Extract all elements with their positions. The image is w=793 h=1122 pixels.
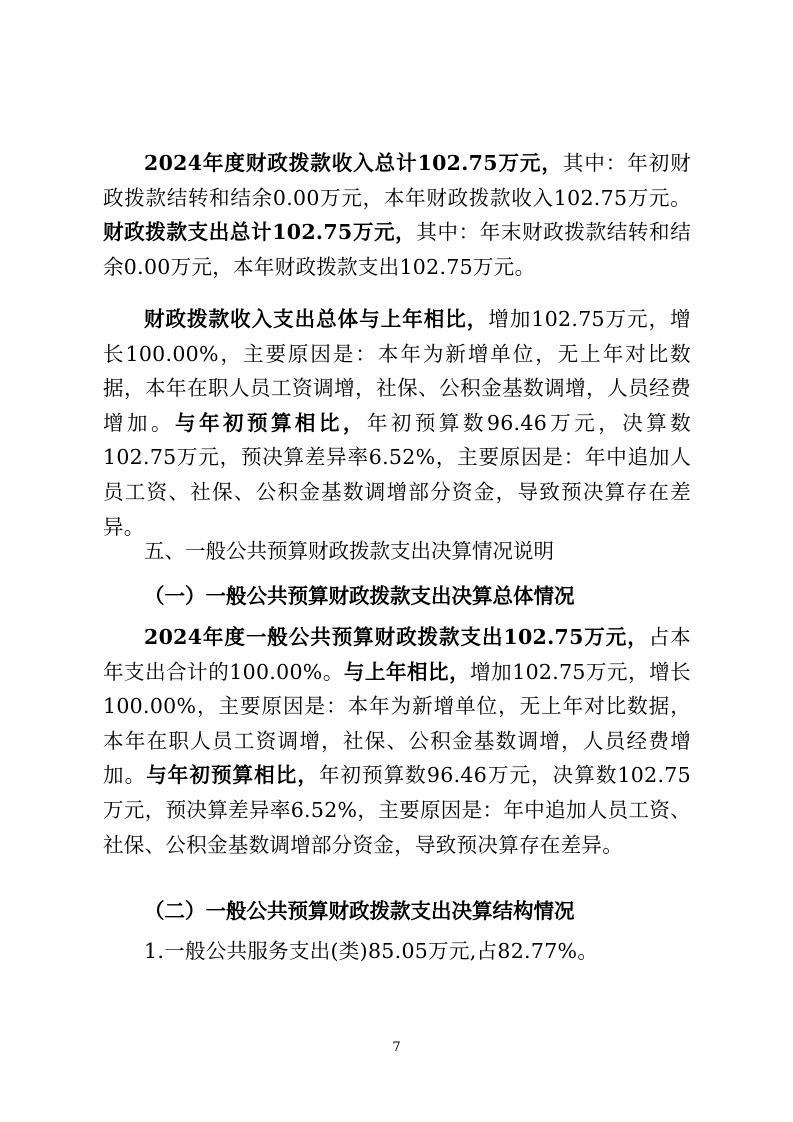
expense-detail: 其中：年末财政拨款结转和结余0.00万元，本年财政拨款支出102.75万元。 <box>103 220 691 279</box>
paragraph-general-budget <box>103 620 691 862</box>
list-item-general-services: 1.一般公共服务支出(类)85.05万元,占82.77%。 <box>144 939 599 963</box>
paragraph-fiscal-total <box>103 146 691 284</box>
bold-yoy-label: 财政拨款收入支出总体与上年相比， <box>144 307 489 331</box>
bold-budget-label: 与年初预算相比， <box>174 410 367 435</box>
bold-general-budget: 与年初预算相比， <box>146 763 319 788</box>
bold-general-yoy: 与上年相比， <box>343 659 471 684</box>
bold-income-total: 2024年度财政拨款收入总计102.75万元， <box>144 151 563 175</box>
page-number: 7 <box>392 1040 401 1055</box>
budget-detail: 年初预算数96.46万元，决算数102.75万元，预决算差异率6.52%，主要原因是：年中追加人员工资、社保、公积金基数调增部分资金，导致预决算存在差异。 <box>103 410 692 539</box>
general-yoy-detail: 增加102.75万元，增长100.00%，主要原因是：本年为新增单位，无上年对比数据，本年在职人员工资调增，社保、公积金基数调增，人员经费增加。 <box>103 659 691 788</box>
bold-expense-total: 财政拨款支出总计102.75万元， <box>103 220 417 245</box>
general-share: 占本年支出合计的100.00%。 <box>103 625 691 684</box>
section-five-title: 五、一般公共预算财政拨款支出决算情况说明 <box>144 539 554 563</box>
general-budget-detail: 年初预算数96.46万元，决算数102.75万元，预决算差异率6.52%，主要原因是：年中追加人员工资、社保、公积金基数调增部分资金，导致预决算存在差异。 <box>103 763 691 857</box>
yoy-detail: 增加102.75万元，增长100.00%，主要原因是：本年为新增单位，无上年对比数据，本年在职人员工资调增，社保、公积金基数调增，人员经费增加。 <box>103 307 691 435</box>
subsection-one-title: （一）一般公共预算财政拨款支出决算总体情况 <box>144 584 575 608</box>
paragraph-yoy-comparison <box>103 302 691 544</box>
bold-general-expense: 2024年度一般公共预算财政拨款支出102.75万元， <box>144 625 649 649</box>
income-detail: 其中：年初财政拨款结转和结余0.00万元，本年财政拨款收入102.75万元。 <box>103 151 691 210</box>
subsection-two-title: （二）一般公共预算财政拨款支出决算结构情况 <box>144 899 575 923</box>
